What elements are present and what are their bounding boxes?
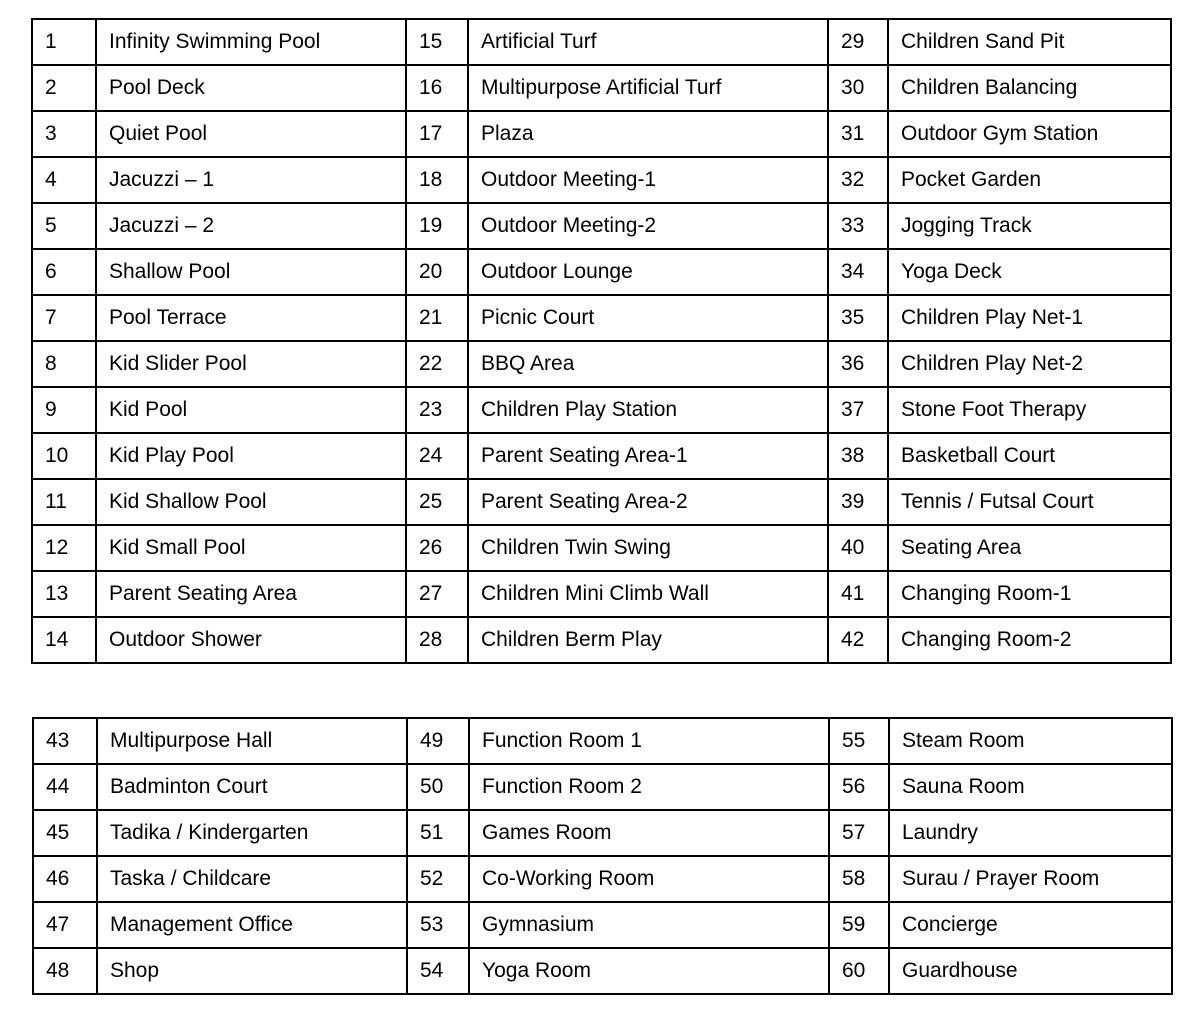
facility-number: 39 bbox=[828, 479, 888, 525]
facility-number: 53 bbox=[407, 902, 469, 948]
facility-name: BBQ Area bbox=[468, 341, 828, 387]
facility-number: 12 bbox=[32, 525, 96, 571]
facility-name: Basketball Court bbox=[888, 433, 1171, 479]
facility-number: 60 bbox=[829, 948, 889, 994]
table-row bbox=[32, 571, 1171, 617]
facility-number: 52 bbox=[407, 856, 469, 902]
facility-name: Artificial Turf bbox=[468, 19, 828, 65]
facility-number: 5 bbox=[32, 203, 96, 249]
facility-name: Seating Area bbox=[888, 525, 1171, 571]
facility-number: 26 bbox=[406, 525, 468, 571]
facility-name: Yoga Deck bbox=[888, 249, 1171, 295]
facility-number: 32 bbox=[828, 157, 888, 203]
facility-name: Kid Play Pool bbox=[96, 433, 406, 479]
facility-number: 27 bbox=[406, 571, 468, 617]
facility-name: Multipurpose Artificial Turf bbox=[468, 65, 828, 111]
facility-number: 58 bbox=[829, 856, 889, 902]
facility-name: Jacuzzi – 1 bbox=[96, 157, 406, 203]
facility-number: 47 bbox=[33, 902, 97, 948]
facilities-table-2 bbox=[32, 717, 1173, 995]
facility-number: 1 bbox=[32, 19, 96, 65]
table-row bbox=[32, 111, 1171, 157]
facility-number: 51 bbox=[407, 810, 469, 856]
facility-name: Surau / Prayer Room bbox=[889, 856, 1172, 902]
facility-number: 21 bbox=[406, 295, 468, 341]
table-body bbox=[32, 19, 1171, 663]
facility-name: Quiet Pool bbox=[96, 111, 406, 157]
facility-number: 44 bbox=[33, 764, 97, 810]
facility-name: Parent Seating Area-1 bbox=[468, 433, 828, 479]
facility-number: 17 bbox=[406, 111, 468, 157]
facility-name: Function Room 2 bbox=[469, 764, 829, 810]
facility-name: Shop bbox=[97, 948, 407, 994]
facility-name: Children Balancing bbox=[888, 65, 1171, 111]
facility-number: 56 bbox=[829, 764, 889, 810]
facility-name: Parent Seating Area bbox=[96, 571, 406, 617]
facility-number: 16 bbox=[406, 65, 468, 111]
facility-number: 59 bbox=[829, 902, 889, 948]
facility-name: Guardhouse bbox=[889, 948, 1172, 994]
facility-name: Multipurpose Hall bbox=[97, 718, 407, 764]
facility-name: Shallow Pool bbox=[96, 249, 406, 295]
facility-number: 40 bbox=[828, 525, 888, 571]
facility-name: Pool Terrace bbox=[96, 295, 406, 341]
table-row bbox=[32, 295, 1171, 341]
facility-name: Children Play Net-1 bbox=[888, 295, 1171, 341]
facility-name: Tadika / Kindergarten bbox=[97, 810, 407, 856]
facility-number: 24 bbox=[406, 433, 468, 479]
facility-number: 3 bbox=[32, 111, 96, 157]
facility-number: 37 bbox=[828, 387, 888, 433]
facility-name: Function Room 1 bbox=[469, 718, 829, 764]
facility-number: 50 bbox=[407, 764, 469, 810]
facility-number: 18 bbox=[406, 157, 468, 203]
facility-name: Yoga Room bbox=[469, 948, 829, 994]
table-row bbox=[32, 249, 1171, 295]
table-row bbox=[33, 948, 1172, 994]
facility-name: Changing Room-2 bbox=[888, 617, 1171, 663]
table-row bbox=[32, 617, 1171, 663]
facility-number: 6 bbox=[32, 249, 96, 295]
facility-name: Sauna Room bbox=[889, 764, 1172, 810]
table-row bbox=[32, 65, 1171, 111]
facility-name: Kid Slider Pool bbox=[96, 341, 406, 387]
facility-number: 7 bbox=[32, 295, 96, 341]
facility-number: 22 bbox=[406, 341, 468, 387]
facility-name: Outdoor Shower bbox=[96, 617, 406, 663]
table-row bbox=[33, 810, 1172, 856]
facility-name: Concierge bbox=[889, 902, 1172, 948]
facility-name: Children Berm Play bbox=[468, 617, 828, 663]
facility-name: Pocket Garden bbox=[888, 157, 1171, 203]
table-row bbox=[33, 718, 1172, 764]
facility-number: 41 bbox=[828, 571, 888, 617]
table-row bbox=[32, 525, 1171, 571]
facility-name: Outdoor Meeting-2 bbox=[468, 203, 828, 249]
facility-number: 45 bbox=[33, 810, 97, 856]
facility-name: Badminton Court bbox=[97, 764, 407, 810]
facility-name: Jogging Track bbox=[888, 203, 1171, 249]
facility-number: 14 bbox=[32, 617, 96, 663]
facility-number: 31 bbox=[828, 111, 888, 157]
facility-number: 19 bbox=[406, 203, 468, 249]
facility-number: 10 bbox=[32, 433, 96, 479]
facility-number: 9 bbox=[32, 387, 96, 433]
table-row bbox=[33, 902, 1172, 948]
facility-number: 11 bbox=[32, 479, 96, 525]
table-row bbox=[32, 341, 1171, 387]
facility-name: Management Office bbox=[97, 902, 407, 948]
facility-name: Children Play Net-2 bbox=[888, 341, 1171, 387]
table-row bbox=[32, 387, 1171, 433]
facility-name: Outdoor Meeting-1 bbox=[468, 157, 828, 203]
table-row bbox=[32, 19, 1171, 65]
table-body bbox=[33, 718, 1172, 994]
facility-name: Gymnasium bbox=[469, 902, 829, 948]
facility-number: 30 bbox=[828, 65, 888, 111]
table-row bbox=[32, 157, 1171, 203]
facility-name: Children Twin Swing bbox=[468, 525, 828, 571]
facility-number: 8 bbox=[32, 341, 96, 387]
facility-number: 34 bbox=[828, 249, 888, 295]
facility-number: 2 bbox=[32, 65, 96, 111]
facility-name: Kid Shallow Pool bbox=[96, 479, 406, 525]
facility-name: Children Play Station bbox=[468, 387, 828, 433]
facility-name: Outdoor Lounge bbox=[468, 249, 828, 295]
facility-name: Children Mini Climb Wall bbox=[468, 571, 828, 617]
facility-number: 54 bbox=[407, 948, 469, 994]
facility-name: Laundry bbox=[889, 810, 1172, 856]
facility-name: Plaza bbox=[468, 111, 828, 157]
facility-name: Outdoor Gym Station bbox=[888, 111, 1171, 157]
facility-name: Parent Seating Area-2 bbox=[468, 479, 828, 525]
facility-name: Steam Room bbox=[889, 718, 1172, 764]
facility-number: 36 bbox=[828, 341, 888, 387]
facility-name: Stone Foot Therapy bbox=[888, 387, 1171, 433]
facility-name: Taska / Childcare bbox=[97, 856, 407, 902]
facility-name: Tennis / Futsal Court bbox=[888, 479, 1171, 525]
facility-name: Infinity Swimming Pool bbox=[96, 19, 406, 65]
facility-number: 57 bbox=[829, 810, 889, 856]
facility-number: 43 bbox=[33, 718, 97, 764]
facility-name: Picnic Court bbox=[468, 295, 828, 341]
facility-number: 23 bbox=[406, 387, 468, 433]
facility-number: 33 bbox=[828, 203, 888, 249]
table-row bbox=[32, 479, 1171, 525]
facility-number: 29 bbox=[828, 19, 888, 65]
facility-number: 28 bbox=[406, 617, 468, 663]
facility-number: 48 bbox=[33, 948, 97, 994]
facility-number: 49 bbox=[407, 718, 469, 764]
facility-number: 55 bbox=[829, 718, 889, 764]
facility-number: 20 bbox=[406, 249, 468, 295]
facility-number: 42 bbox=[828, 617, 888, 663]
facility-number: 4 bbox=[32, 157, 96, 203]
facility-number: 25 bbox=[406, 479, 468, 525]
facility-name: Kid Pool bbox=[96, 387, 406, 433]
facility-number: 15 bbox=[406, 19, 468, 65]
table-row bbox=[32, 433, 1171, 479]
facility-name: Kid Small Pool bbox=[96, 525, 406, 571]
facility-name: Games Room bbox=[469, 810, 829, 856]
facility-name: Changing Room-1 bbox=[888, 571, 1171, 617]
facility-number: 38 bbox=[828, 433, 888, 479]
facility-number: 35 bbox=[828, 295, 888, 341]
facility-number: 13 bbox=[32, 571, 96, 617]
table-row bbox=[33, 856, 1172, 902]
table-row bbox=[33, 764, 1172, 810]
facilities-table-1 bbox=[31, 18, 1172, 664]
facility-number: 46 bbox=[33, 856, 97, 902]
facility-name: Pool Deck bbox=[96, 65, 406, 111]
facility-name: Co-Working Room bbox=[469, 856, 829, 902]
table-row bbox=[32, 203, 1171, 249]
facility-name: Children Sand Pit bbox=[888, 19, 1171, 65]
facility-name: Jacuzzi – 2 bbox=[96, 203, 406, 249]
